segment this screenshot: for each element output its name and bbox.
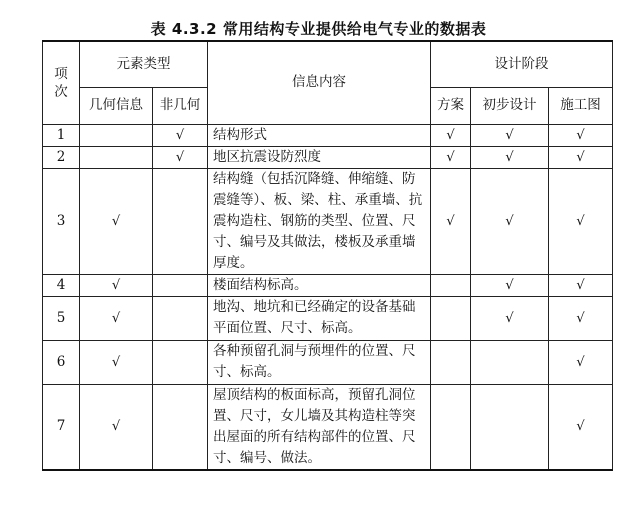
- preliminary-check: √: [471, 296, 549, 340]
- row-number: 4: [43, 274, 80, 296]
- construction-check: √: [549, 384, 613, 470]
- geometric-check: √: [80, 340, 153, 384]
- geometric-check: √: [80, 296, 153, 340]
- row-number: 5: [43, 296, 80, 340]
- table-row: [43, 146, 613, 168]
- preliminary-check: √: [471, 146, 549, 168]
- table-row: [43, 274, 613, 296]
- non-geometric-check: √: [153, 124, 208, 146]
- scheme-check: [431, 274, 471, 296]
- header-non-geometric: 非几何: [153, 87, 208, 124]
- non-geometric-check: [153, 384, 208, 470]
- geometric-check: √: [80, 384, 153, 470]
- header-geometric: 几何信息: [80, 87, 153, 124]
- header-construction: 施工图: [549, 87, 613, 124]
- scheme-check: [431, 340, 471, 384]
- construction-check: √: [549, 340, 613, 384]
- row-number: 6: [43, 340, 80, 384]
- non-geometric-check: [153, 340, 208, 384]
- table-row: [43, 384, 613, 470]
- preliminary-check: [471, 340, 549, 384]
- header-preliminary: 初步设计: [471, 87, 549, 124]
- preliminary-check: √: [471, 124, 549, 146]
- table-row: [43, 340, 613, 384]
- row-number: 7: [43, 384, 80, 470]
- geometric-check: √: [80, 274, 153, 296]
- non-geometric-check: [153, 274, 208, 296]
- construction-check: √: [549, 296, 613, 340]
- geometric-check: [80, 124, 153, 146]
- geometric-check: √: [80, 168, 153, 274]
- header-element-type: 元素类型: [80, 41, 208, 87]
- data-table: [42, 40, 613, 471]
- table-row: [43, 124, 613, 146]
- table-row: [43, 168, 613, 274]
- preliminary-check: √: [471, 274, 549, 296]
- header-info-content: 信息内容: [208, 41, 431, 124]
- row-content: 各种预留孔洞与预埋件的位置、尺寸、标高。: [208, 340, 431, 384]
- row-content: 屋顶结构的板面标高，预留孔洞位置、尺寸，女儿墙及其构造柱等突出屋面的所有结构部件的位置、尺寸、编号、做法。: [208, 384, 431, 470]
- table-row: [43, 296, 613, 340]
- row-content: 地沟、地坑和已经确定的设备基础平面位置、尺寸、标高。: [208, 296, 431, 340]
- scheme-check: √: [431, 124, 471, 146]
- non-geometric-check: √: [153, 146, 208, 168]
- construction-check: √: [549, 124, 613, 146]
- row-number: 2: [43, 146, 80, 168]
- preliminary-check: [471, 384, 549, 470]
- row-content: 结构缝（包括沉降缝、伸缩缝、防震缝等）、板、梁、柱、承重墙、抗震构造柱、钢筋的类型、位置、尺寸、编号及其做法，楼板及承重墙厚度。: [208, 168, 431, 274]
- construction-check: √: [549, 146, 613, 168]
- scheme-check: [431, 384, 471, 470]
- construction-check: √: [549, 274, 613, 296]
- row-content: 楼面结构标高。: [208, 274, 431, 296]
- scheme-check: √: [431, 168, 471, 274]
- preliminary-check: √: [471, 168, 549, 274]
- header-design-stage: 设计阶段: [431, 41, 613, 87]
- header-scheme: 方案: [431, 87, 471, 124]
- row-number: 3: [43, 168, 80, 274]
- non-geometric-check: [153, 168, 208, 274]
- row-content: 地区抗震设防烈度: [208, 146, 431, 168]
- scheme-check: √: [431, 146, 471, 168]
- row-number: 1: [43, 124, 80, 146]
- table-caption: 表 4.3.2 常用结构专业提供给电气专业的数据表: [150, 20, 487, 38]
- non-geometric-check: [153, 296, 208, 340]
- header-item-no: 项次: [43, 41, 80, 124]
- geometric-check: [80, 146, 153, 168]
- construction-check: √: [549, 168, 613, 274]
- scheme-check: [431, 296, 471, 340]
- row-content: 结构形式: [208, 124, 431, 146]
